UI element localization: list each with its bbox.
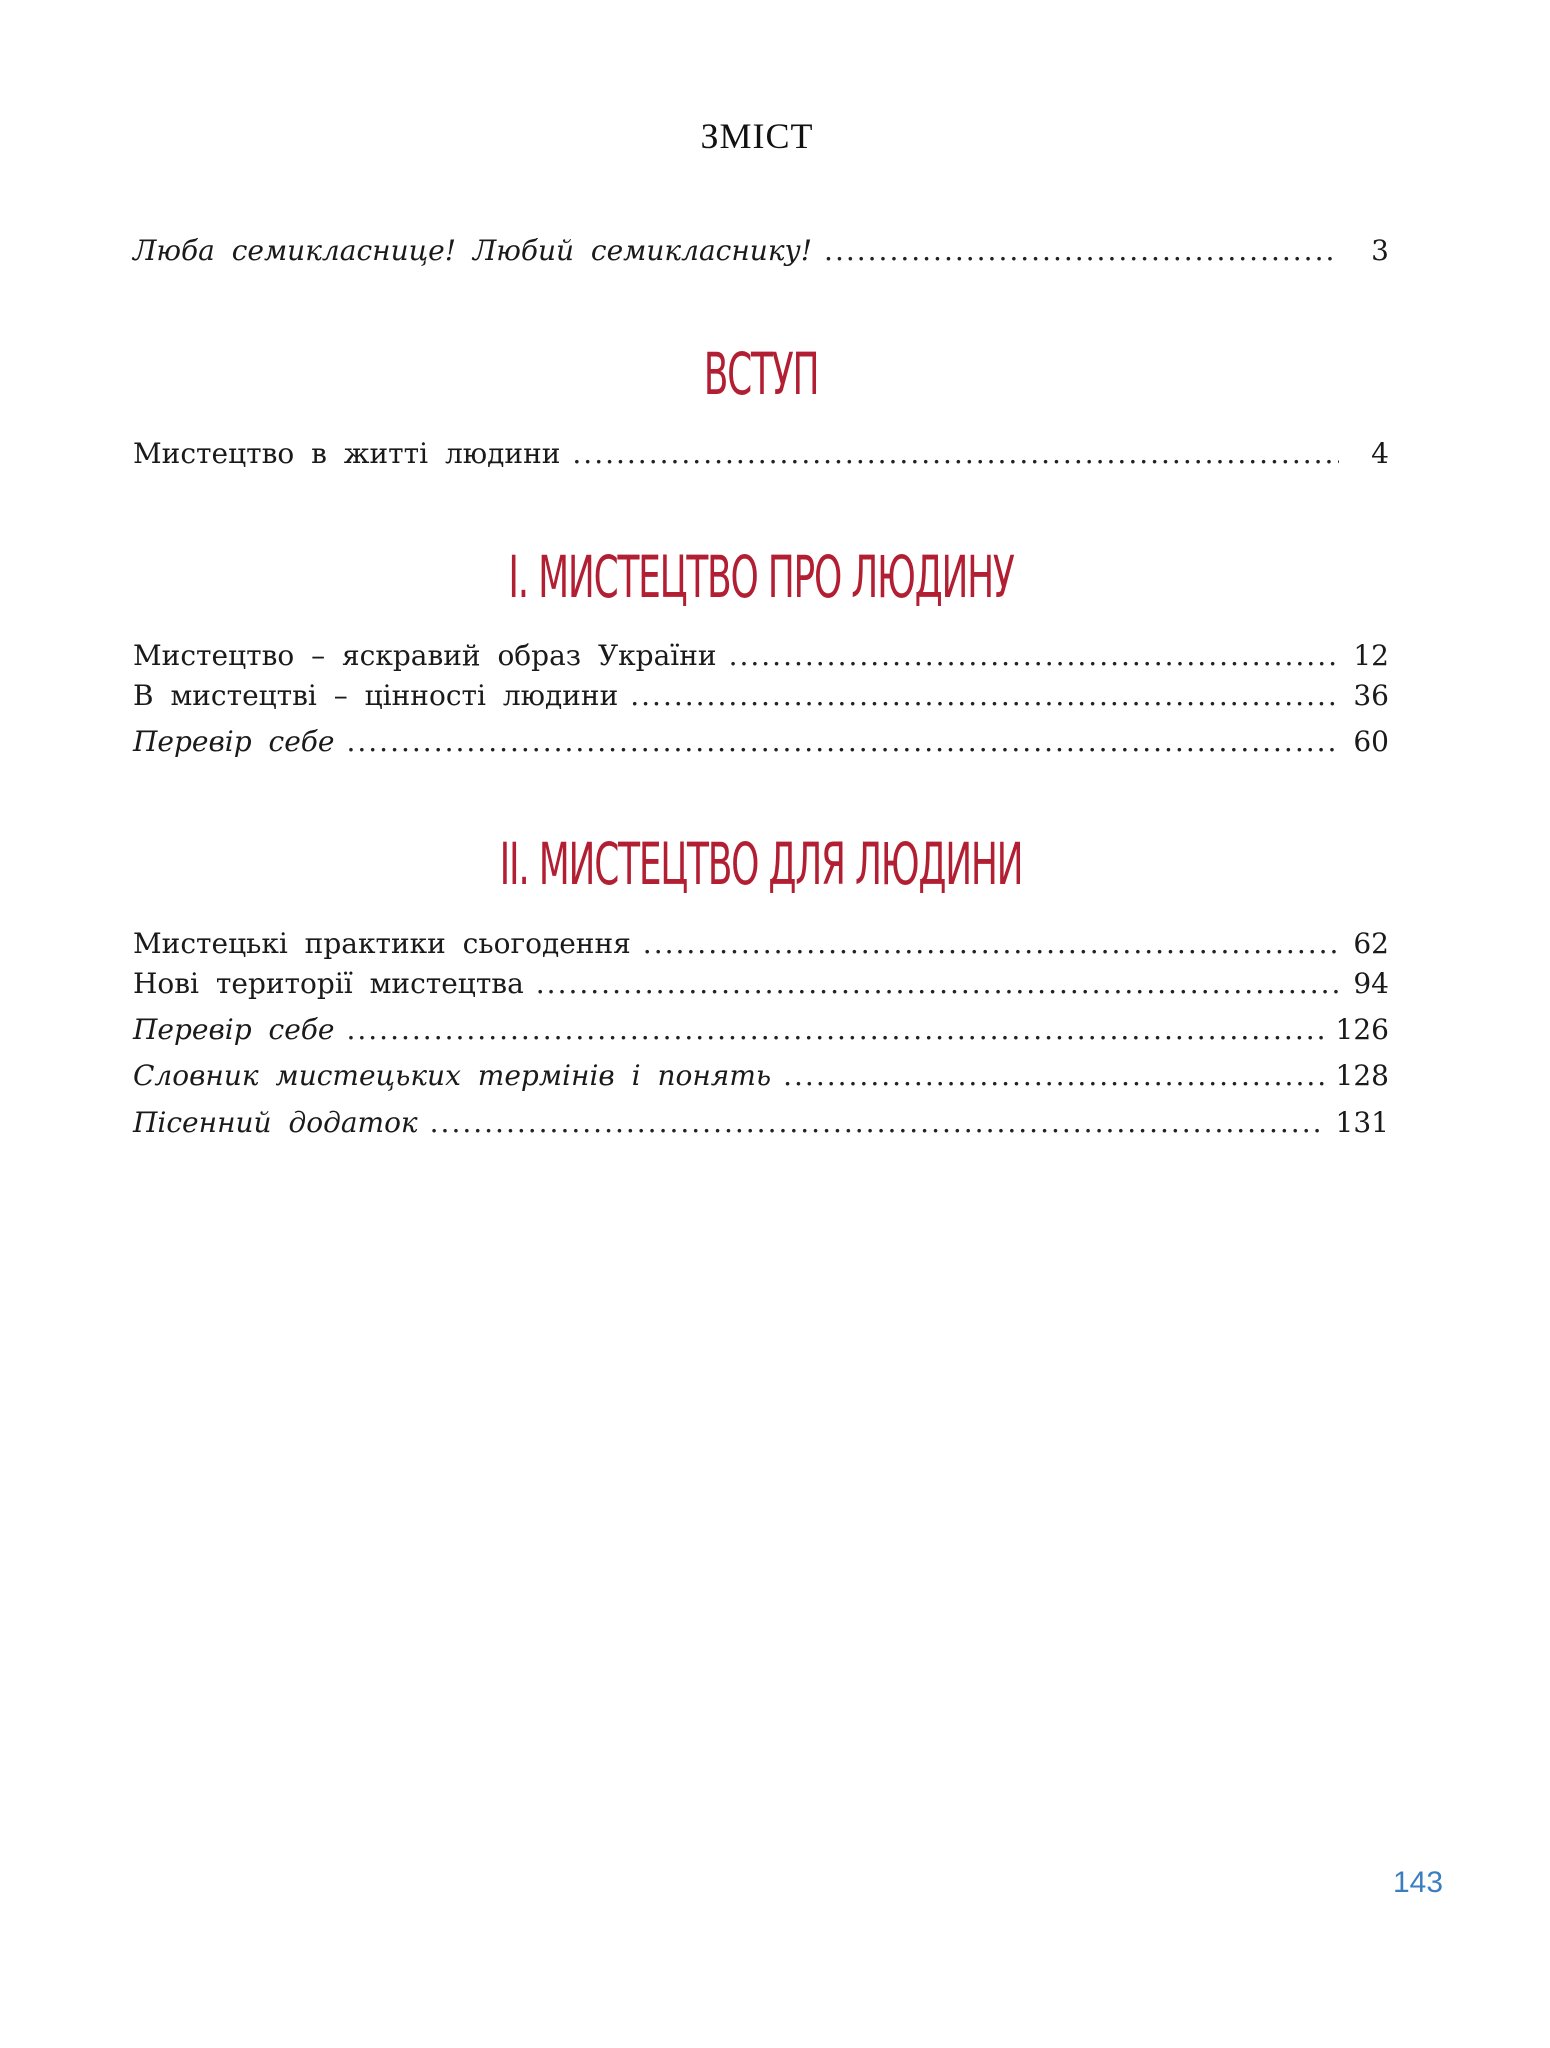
dot-leader bbox=[729, 638, 1339, 674]
toc-entry[interactable] bbox=[133, 724, 1389, 760]
toc-entry-page: 126 bbox=[1335, 1013, 1389, 1046]
dot-leader bbox=[783, 1058, 1325, 1094]
toc-entry[interactable] bbox=[133, 436, 1389, 472]
toc-entry-label: Словник мистецьких термінів і понять bbox=[133, 1059, 772, 1092]
dot-leader bbox=[536, 966, 1339, 1002]
dot-leader bbox=[630, 678, 1339, 714]
toc-entry-label: Нові території мистецтва bbox=[133, 967, 524, 1000]
toc-entry-page: 94 bbox=[1353, 967, 1389, 1000]
toc-entry-intro[interactable] bbox=[133, 233, 1389, 269]
toc-entry[interactable] bbox=[133, 926, 1389, 962]
toc-entry-label: Люба семикласнице! Любий семикласнику! bbox=[133, 234, 813, 267]
toc-entry[interactable] bbox=[133, 678, 1389, 714]
toc-entry[interactable] bbox=[133, 1012, 1389, 1048]
toc-entry-label: Перевір себе bbox=[133, 1013, 335, 1046]
page-title: ЗМІСТ bbox=[700, 116, 814, 156]
section-title-1: І. МИСТЕЦТВО ПРО ЛЮДИНУ bbox=[508, 543, 1014, 611]
toc-entry[interactable] bbox=[133, 966, 1389, 1002]
toc-entry-page: 3 bbox=[1371, 234, 1389, 267]
toc-entry-label: Мистецтво в житті людини bbox=[133, 437, 561, 470]
dot-leader bbox=[643, 926, 1339, 962]
toc-entry[interactable] bbox=[133, 1105, 1389, 1141]
toc-entry-page: 131 bbox=[1335, 1106, 1389, 1139]
toc-entry-label: Пісенний додаток bbox=[133, 1106, 418, 1139]
dot-leader bbox=[572, 436, 1339, 472]
dot-leader bbox=[824, 233, 1339, 269]
section-title-intro: ВСТУП bbox=[703, 340, 819, 408]
toc-entry-page: 4 bbox=[1371, 437, 1389, 470]
toc-entry-page: 36 bbox=[1353, 679, 1389, 712]
dot-leader bbox=[430, 1105, 1326, 1141]
toc-entry-label: Перевір себе bbox=[133, 725, 335, 758]
toc-entry-label: В мистецтві – цінності людини bbox=[133, 679, 619, 712]
toc-entry-page: 62 bbox=[1353, 927, 1389, 960]
toc-entry[interactable] bbox=[133, 1058, 1389, 1094]
dot-leader bbox=[346, 724, 1339, 760]
toc-entry[interactable] bbox=[133, 638, 1389, 674]
section-title-2: ІІ. МИСТЕЦТВО ДЛЯ ЛЮДИНИ bbox=[499, 830, 1023, 898]
toc-entry-page: 128 bbox=[1335, 1059, 1389, 1092]
toc-entry-page: 12 bbox=[1353, 639, 1389, 672]
toc-entry-label: Мистецтво – яскравий образ України bbox=[133, 639, 717, 672]
toc-entry-label: Мистецькі практики сьогодення bbox=[133, 927, 631, 960]
dot-leader bbox=[346, 1012, 1325, 1048]
page-number: 143 bbox=[1393, 1866, 1444, 1899]
toc-entry-page: 60 bbox=[1353, 725, 1389, 758]
